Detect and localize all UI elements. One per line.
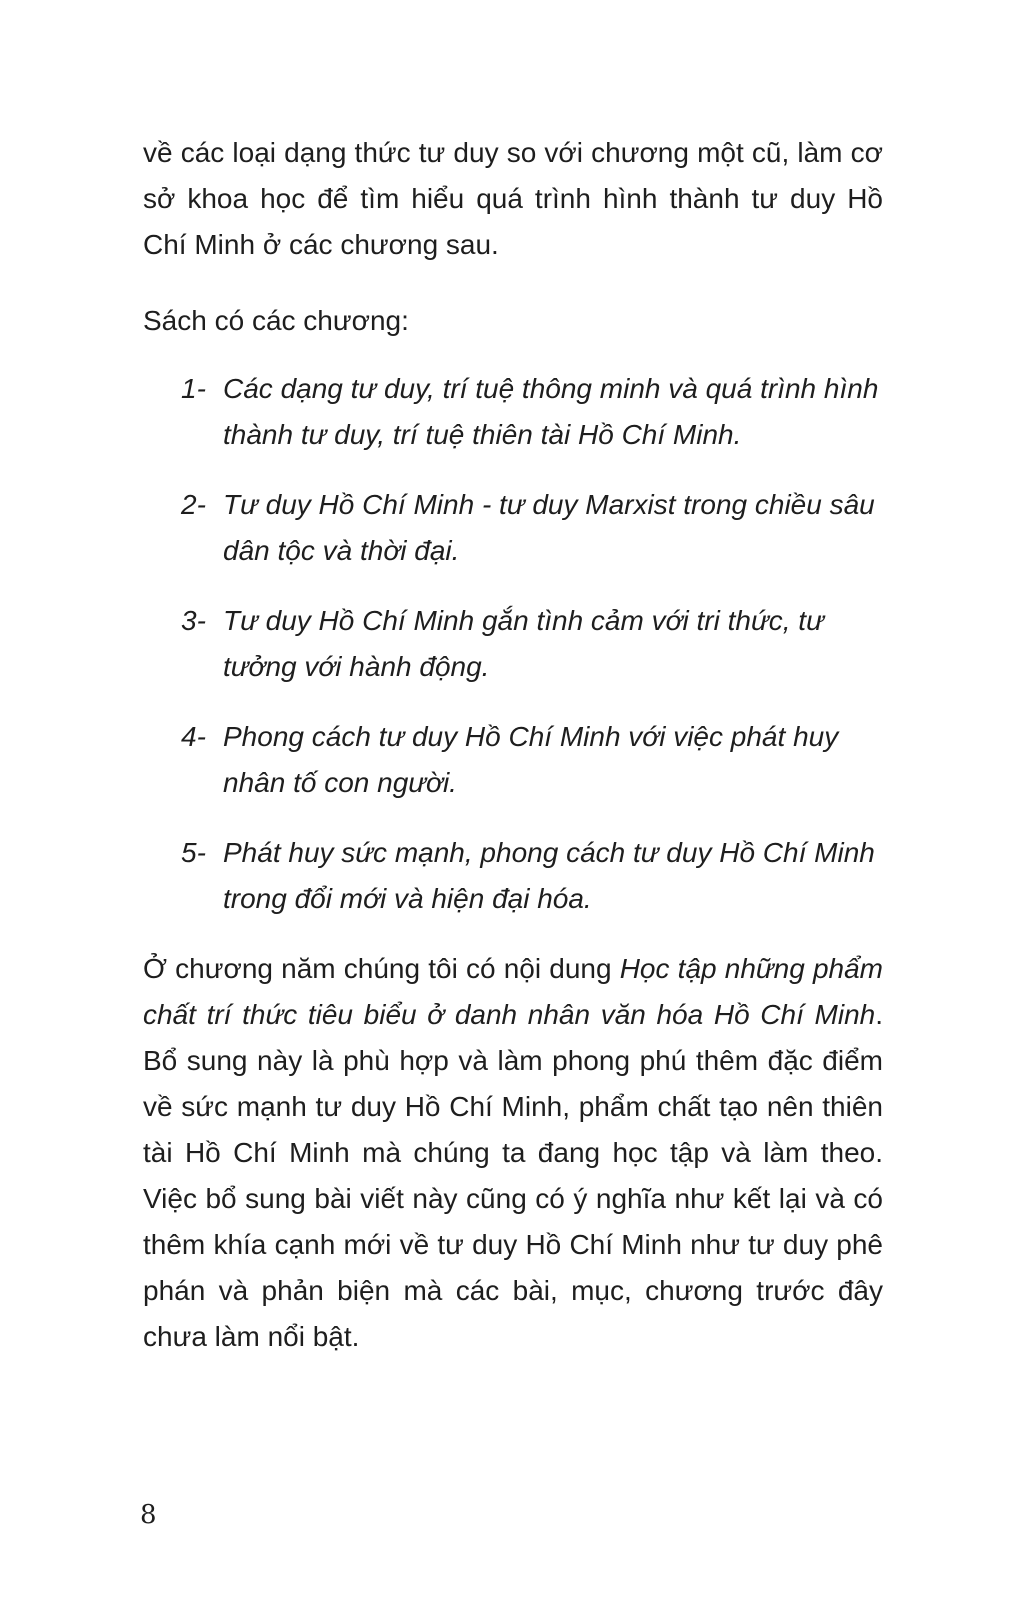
closing-rest: . Bổ sung này là phù hợp và làm phong phú thêm đặc điểm về sức mạnh tư duy Hồ Chí Minh, phẩm chất tạo nên thiên tài Hồ Chí Minh mà chúng ta đang học tập và làm theo. Việc bổ sung bài viết này cũng có ý nghĩa như kết lại và có thêm khía cạnh mới về tư duy Hồ Chí Minh như tư duy phê phán và phản biện mà các bài, mục, chương trước đây chưa làm nổi bật. [143, 999, 883, 1352]
opening-paragraph: về các loại dạng thức tư duy so với chương một cũ, làm cơ sở khoa học để tìm hiểu quá trình hình thành tư duy Hồ Chí Minh ở các chương sau. [143, 137, 883, 260]
page-number: 8 [140, 1500, 157, 1530]
chapter-number: 2- [181, 489, 206, 520]
page-body [143, 130, 883, 1360]
closing-paragraph [143, 946, 883, 1360]
closing-lead: Ở chương năm chúng tôi có nội dung [143, 953, 620, 984]
closing-italic-title: Học tập những phẩm chất trí thức tiêu biểu ở danh nhân văn hóa Hồ Chí Minh [143, 953, 883, 1030]
chapter-item-3 [143, 598, 883, 690]
chapter-title: Tư duy Hồ Chí Minh gắn tình cảm với tri thức, tư tưởng với hành động. [223, 605, 824, 682]
chapter-title: Phát huy sức mạnh, phong cách tư duy Hồ Chí Minh trong đổi mới và hiện đại hóa. [223, 837, 875, 914]
chapters-intro: Sách có các chương: [143, 305, 409, 336]
chapter-title: Các dạng tư duy, trí tuệ thông minh và quá trình hình thành tư duy, trí tuệ thiên tài Hồ Chí Minh. [223, 373, 879, 450]
chapter-item-1 [143, 366, 883, 458]
chapter-number: 1- [181, 373, 206, 404]
chapter-title: Phong cách tư duy Hồ Chí Minh với việc phát huy nhân tố con người. [223, 721, 839, 798]
chapter-item-4 [143, 714, 883, 806]
chapter-number: 3- [181, 605, 206, 636]
chapter-list [143, 366, 883, 922]
chapter-title: Tư duy Hồ Chí Minh - tư duy Marxist trong chiều sâu dân tộc và thời đại. [223, 489, 875, 566]
chapter-item-2 [143, 482, 883, 574]
chapter-item-5 [143, 830, 883, 922]
chapter-number: 5- [181, 837, 206, 868]
chapter-number: 4- [181, 721, 206, 752]
